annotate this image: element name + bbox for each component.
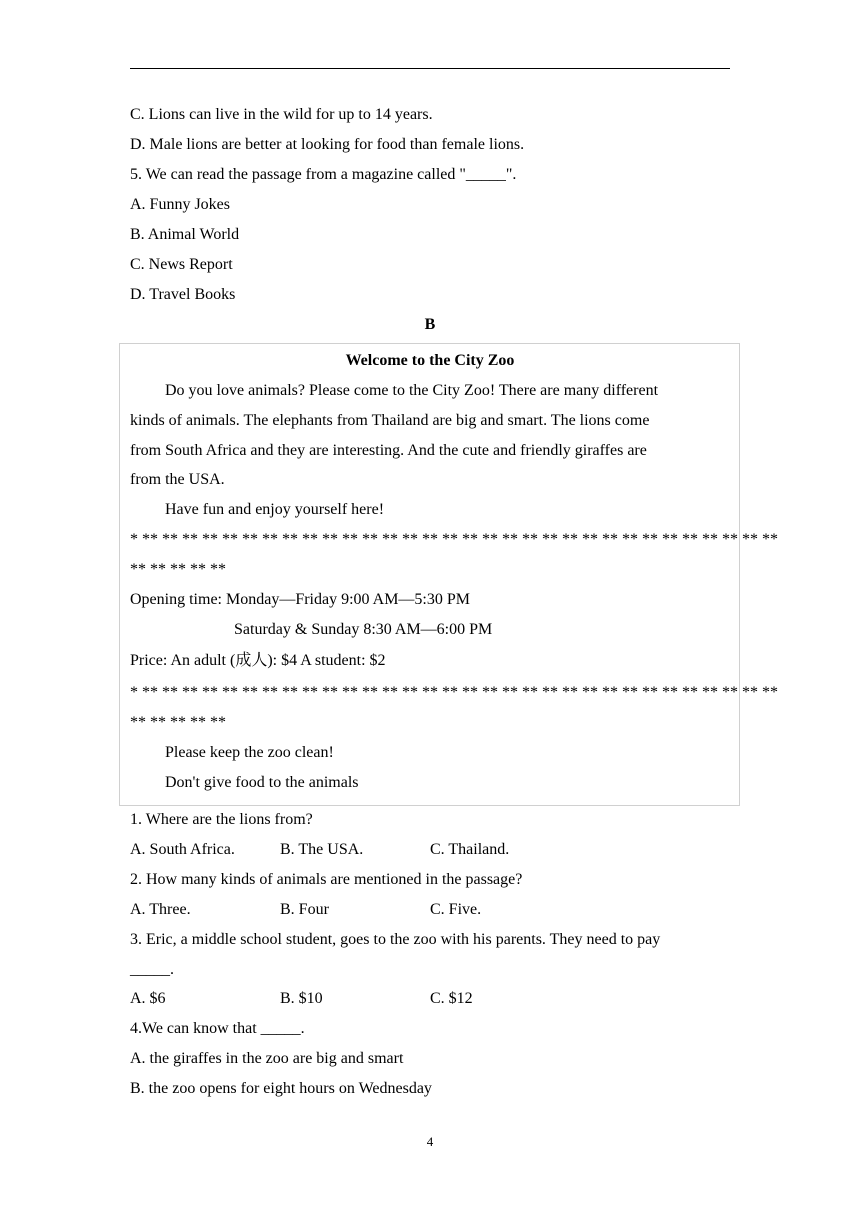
- q3-option-c: C. $12: [430, 990, 473, 1007]
- rule-no-feeding: Don't give food to the animals: [165, 774, 359, 791]
- star-divider: * ** ** ** ** ** ** ** ** ** ** ** ** ** ** ** ** ** ** ** ** ** ** ** ** ** ** ** ** ** ** ** **: [130, 684, 778, 701]
- q5-option-a: A. Funny Jokes: [130, 196, 231, 213]
- section-label: B: [424, 316, 436, 333]
- opening-time-weekday: Opening time: Monday—Friday 9:00 AM—5:30 PM: [130, 591, 470, 608]
- question-3-blank: _____.: [130, 961, 174, 978]
- star-divider-end: ** ** ** ** **: [130, 714, 226, 731]
- q2-option-b: B. Four: [280, 901, 329, 918]
- question-3-text: 3. Eric, a middle school student, goes to the zoo with his parents. They need to pay: [130, 931, 661, 948]
- page-number: 4: [426, 1134, 434, 1149]
- question-5-text: 5. We can read the passage from a magazine called "_____".: [130, 166, 517, 183]
- question-2-text: 2. How many kinds of animals are mentioned in the passage?: [130, 871, 523, 888]
- notice-paragraph-line: from the USA.: [130, 471, 225, 488]
- q5-option-b: B. Animal World: [130, 226, 240, 243]
- q3-option-a: A. $6: [130, 990, 166, 1007]
- question-4-text: 4.We can know that _____.: [130, 1020, 305, 1037]
- q2-option-a: A. Three.: [130, 901, 191, 918]
- rule-keep-clean: Please keep the zoo clean!: [165, 744, 334, 761]
- notice-paragraph-line: from South Africa and they are interesting. And the cute and friendly giraffes are: [130, 442, 647, 459]
- q5-option-c: C. News Report: [130, 256, 233, 273]
- notice-title: Welcome to the City Zoo: [345, 352, 515, 369]
- notice-enjoy-line: Have fun and enjoy yourself here!: [165, 501, 385, 518]
- q1-option-c: C. Thailand.: [430, 841, 510, 858]
- q1-option-a: A. South Africa.: [130, 841, 235, 858]
- q1-option-b: B. The USA.: [280, 841, 364, 858]
- header-rule: [130, 68, 730, 69]
- notice-paragraph-line: Do you love animals? Please come to the City Zoo! There are many different: [165, 382, 659, 399]
- q2-option-c: C. Five.: [430, 901, 482, 918]
- q3-option-b: B. $10: [280, 990, 323, 1007]
- option-d-text: D. Male lions are better at looking for food than female lions.: [130, 136, 525, 153]
- star-divider-end: ** ** ** ** **: [130, 561, 226, 578]
- question-1-text: 1. Where are the lions from?: [130, 811, 313, 828]
- option-c-text: C. Lions can live in the wild for up to 14 years.: [130, 106, 433, 123]
- opening-time-weekend: Saturday & Sunday 8:30 AM—6:00 PM: [234, 621, 493, 638]
- q4-option-a: A. the giraffes in the zoo are big and smart: [130, 1050, 404, 1067]
- star-divider: * ** ** ** ** ** ** ** ** ** ** ** ** ** ** ** ** ** ** ** ** ** ** ** ** ** ** ** ** ** ** ** **: [130, 531, 778, 548]
- q4-option-b: B. the zoo opens for eight hours on Wednesday: [130, 1080, 432, 1097]
- notice-paragraph-line: kinds of animals. The elephants from Thailand are big and smart. The lions come: [130, 412, 650, 429]
- price-line: Price: An adult (成人): $4 A student: $2: [130, 652, 386, 669]
- q5-option-d: D. Travel Books: [130, 286, 236, 303]
